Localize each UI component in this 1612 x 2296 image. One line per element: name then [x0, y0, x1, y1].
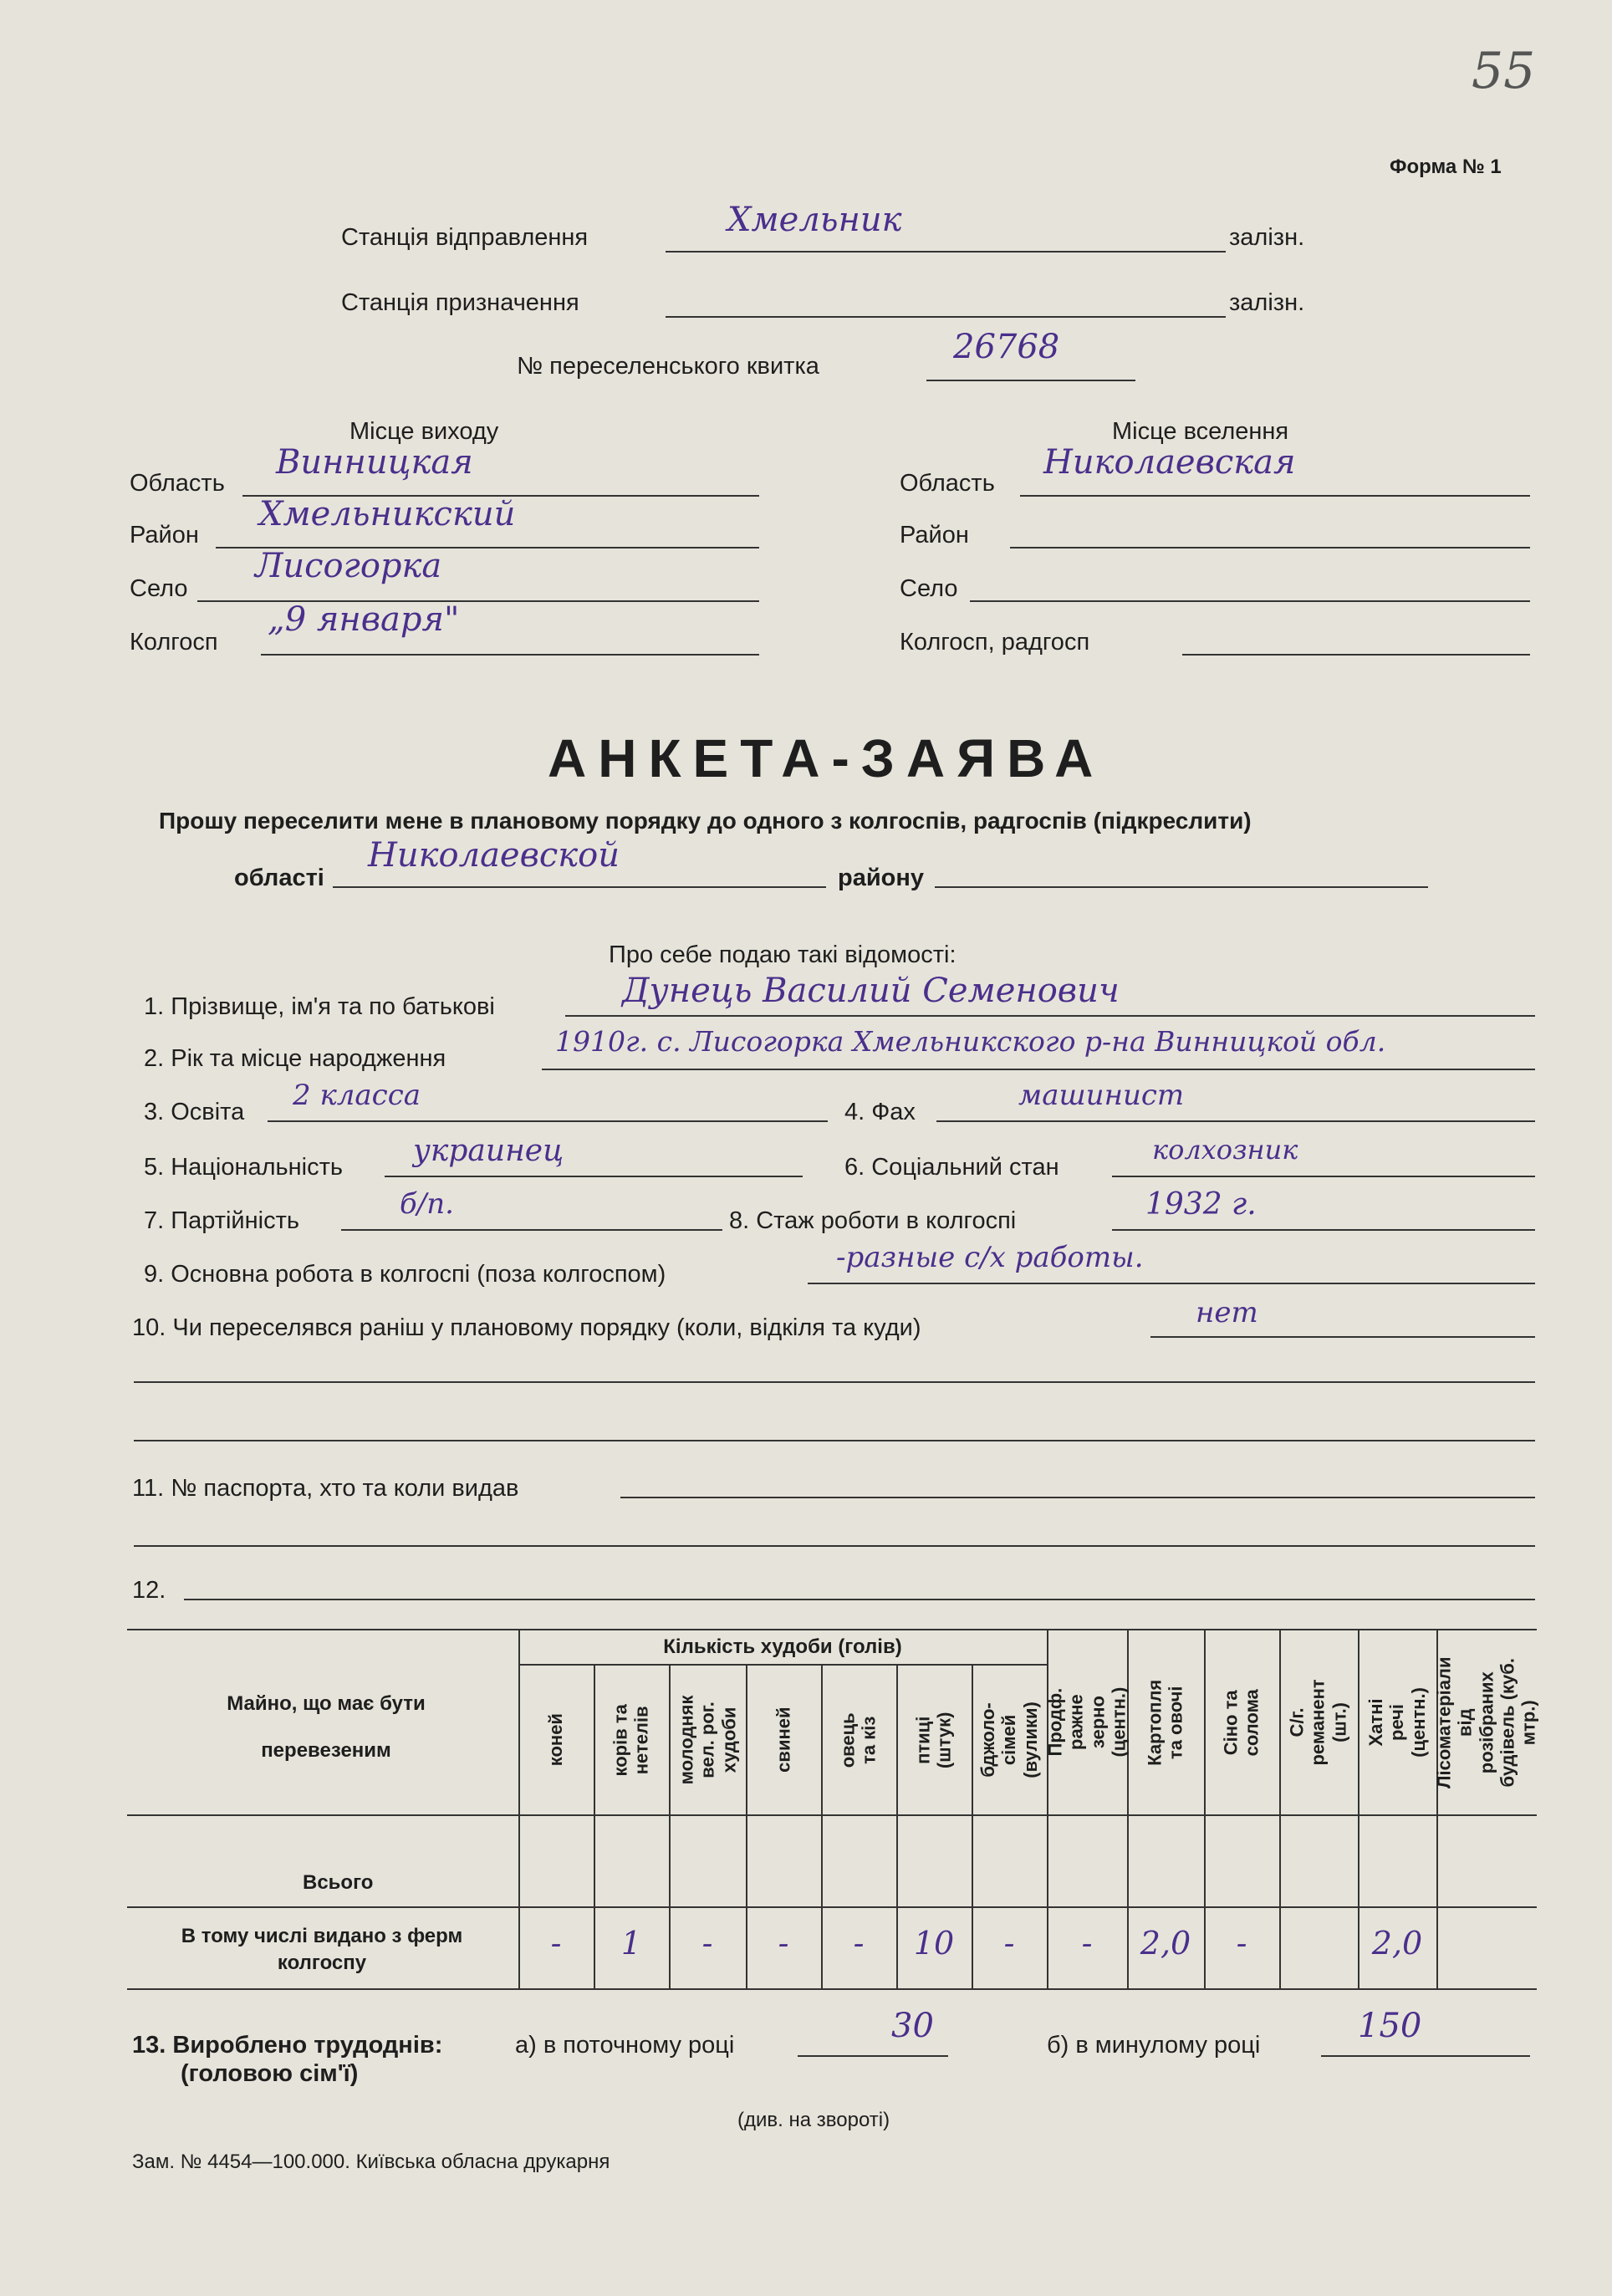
col-header-sheep: овець та кіз	[837, 1712, 880, 1768]
field-5-label: 5. Національність	[144, 1154, 344, 1181]
workdays-last-line	[1321, 2055, 1530, 2057]
destination-suffix: залізн.	[1229, 289, 1305, 316]
departure-value[interactable]: Хмельник	[727, 201, 902, 239]
workdays-current-value[interactable]: 30	[891, 2007, 934, 2045]
settle-raion-label: Район	[900, 522, 969, 548]
departure-suffix: залізн.	[1229, 224, 1305, 251]
form-title: АНКЕТА-ЗАЯВА	[548, 728, 1105, 788]
field-9-line	[808, 1283, 1535, 1284]
settle-raion-line	[1010, 547, 1530, 548]
field-10-line-3	[134, 1440, 1535, 1441]
field-4-value[interactable]: машинист	[1018, 1079, 1185, 1112]
workdays-last-label: б) в минулому році	[1047, 2032, 1261, 2059]
total-row-border	[127, 1906, 1537, 1908]
field-9-label: 9. Основна робота в колгоспі (поза колгоспом)	[144, 1261, 666, 1288]
field-12-label: 12.	[132, 1577, 166, 1604]
settle-oblast-value[interactable]: Николаевская	[1043, 443, 1296, 482]
col-header-grain: Продф. ражне зерно (центн.)	[1044, 1687, 1130, 1758]
origin-raion-label: Район	[130, 522, 199, 548]
field-10-line	[1150, 1336, 1535, 1338]
field-10-value[interactable]: нет	[1196, 1296, 1258, 1329]
ticket-value[interactable]: 26768	[953, 328, 1060, 366]
field-6-value[interactable]: колхозник	[1152, 1134, 1298, 1166]
request-raion-label: району	[838, 865, 925, 891]
issued-cell-cows[interactable]: 1	[620, 1925, 642, 1962]
field-8-label: 8. Стаж роботи в колгоспі	[729, 1207, 1017, 1234]
issued-cell-potatoes[interactable]: 2,0	[1140, 1925, 1191, 1962]
field-8-line	[1112, 1229, 1535, 1231]
footer-print-info: Зам. № 4454—100.000. Київська обласна друкарня	[132, 2151, 610, 2173]
col-header-young-cattle: молодняк вел. рог. худоби	[676, 1695, 739, 1785]
departure-label: Станція відправлення	[341, 224, 589, 251]
request-text: Прошу переселити мене в плановому порядку до одного з колгоспів, радгоспів (підкреслити)	[159, 808, 1252, 834]
issued-cell-sheep[interactable]: -	[853, 1925, 865, 1962]
col-header-pigs: свиней	[773, 1707, 794, 1773]
field-9-value[interactable]: -разные с/х работы.	[836, 1241, 1144, 1274]
field-7-label: 7. Партійність	[144, 1207, 299, 1234]
about-text: Про себе подаю такі відомості:	[609, 941, 956, 968]
field-2-value[interactable]: 1910г. с. Лисогорка Хмельникского р-на Винницкой обл.	[555, 1025, 1386, 1058]
livestock-header-border	[518, 1664, 1047, 1666]
issued-cell-horses[interactable]: -	[550, 1925, 562, 1962]
workdays-sub: (головою сім'ї)	[181, 2060, 359, 2087]
col-header-tools: С/г. реманент (шт.)	[1287, 1679, 1350, 1766]
field-11-line	[620, 1497, 1535, 1498]
col-header-timber: Лісоматеріали від розібраних будівель (куб. мтр.)	[1433, 1656, 1539, 1788]
origin-selo-label: Село	[130, 575, 188, 602]
settle-heading: Місце вселення	[1112, 418, 1289, 445]
field-7-line	[341, 1229, 722, 1231]
col-header-poultry: птиці (штук)	[912, 1712, 955, 1768]
settle-oblast-line	[1020, 495, 1530, 497]
col-header-household: Хатні речі (центн.)	[1365, 1687, 1429, 1758]
field-5-value[interactable]: украинец	[413, 1134, 564, 1168]
origin-kolhosp-label: Колгосп	[130, 629, 218, 656]
field-4-line	[936, 1120, 1535, 1122]
field-11-label: 11. № паспорта, хто та коли видав	[132, 1475, 519, 1502]
request-oblast-label: області	[234, 865, 324, 891]
field-10-label: 10. Чи переселявся раніш у плановому порядку (коли, відкіля та куди)	[132, 1314, 921, 1341]
settle-oblast-label: Область	[900, 470, 995, 497]
col-header-potatoes: Картопля та овочі	[1144, 1679, 1187, 1766]
field-3-line	[268, 1120, 828, 1122]
field-3-label: 3. Освіта	[144, 1099, 245, 1125]
livestock-header: Кількість худоби (голів)	[663, 1635, 902, 1658]
form-number: Форма № 1	[1390, 156, 1502, 178]
property-header: Майно, що має бути перевезеним	[227, 1692, 426, 1762]
request-oblast-line	[333, 886, 826, 888]
origin-heading: Місце виходу	[349, 418, 499, 445]
issued-row-border	[127, 1988, 1537, 1990]
field-10-line-2	[134, 1381, 1535, 1383]
issued-cell-poultry[interactable]: 10	[913, 1925, 955, 1962]
workdays-current-line	[798, 2055, 948, 2057]
settle-selo-label: Село	[900, 575, 958, 602]
issued-row-label: В тому числі видано з ферм колгоспу	[181, 1925, 463, 1974]
settle-kolhosp-line	[1182, 654, 1530, 656]
col-header-hay: Сіно та солома	[1220, 1688, 1263, 1757]
issued-cell-grain[interactable]: -	[1081, 1925, 1093, 1962]
field-1-value[interactable]: Дунець Василий Семенович	[622, 972, 1120, 1010]
departure-line	[666, 251, 1226, 253]
field-6-line	[1112, 1176, 1535, 1177]
header-bottom-border	[127, 1814, 1537, 1816]
destination-line	[666, 316, 1226, 318]
issued-cell-pigs[interactable]: -	[778, 1925, 789, 1962]
origin-kolhosp-line	[261, 654, 759, 656]
field-7-value[interactable]: б/п.	[400, 1187, 454, 1221]
settle-kolhosp-label: Колгосп, радгосп	[900, 629, 1090, 656]
origin-raion-value[interactable]: Хмельникский	[259, 495, 516, 533]
field-2-label: 2. Рік та місце народження	[144, 1045, 446, 1072]
col-header-beehives: бджоло-сімей (вулики)	[977, 1702, 1041, 1778]
ticket-label: № переселенського квитка	[517, 353, 819, 380]
field-2-line	[542, 1069, 1535, 1070]
workdays-last-value[interactable]: 150	[1358, 2007, 1422, 2045]
origin-kolhosp-value[interactable]: „9 января"	[268, 600, 460, 639]
request-raion-line	[935, 886, 1428, 888]
issued-cell-household[interactable]: 2,0	[1371, 1925, 1423, 1962]
field-8-value[interactable]: 1932 г.	[1145, 1187, 1257, 1222]
field-12-line	[184, 1599, 1535, 1600]
field-4-label: 4. Фах	[844, 1099, 916, 1125]
request-oblast-value[interactable]: Николаевской	[368, 836, 620, 875]
field-3-value[interactable]: 2 класса	[293, 1079, 421, 1112]
origin-oblast-value[interactable]: Винницкая	[276, 443, 473, 482]
origin-selo-value[interactable]: Лисогорка	[255, 547, 442, 585]
field-11-line-2	[134, 1545, 1535, 1547]
col-header-horses: коней	[545, 1713, 567, 1767]
issued-cell-hay[interactable]: -	[1236, 1925, 1247, 1962]
table-top-border	[127, 1629, 1537, 1630]
ticket-line	[926, 380, 1135, 381]
issued-cell-young-cattle[interactable]: -	[701, 1925, 713, 1962]
field-5-line	[385, 1176, 803, 1177]
field-1-line	[565, 1015, 1535, 1017]
field-6-label: 6. Соціальний стан	[844, 1154, 1059, 1181]
origin-oblast-label: Область	[130, 470, 225, 497]
workdays-label: 13. Вироблено трудоднів:	[132, 2032, 443, 2059]
workdays-current-label: а) в поточному році	[515, 2032, 735, 2059]
field-1-label: 1. Прізвище, ім'я та по батькові	[144, 993, 495, 1020]
destination-label: Станція призначення	[341, 289, 579, 316]
reverse-note: (див. на звороті)	[737, 2109, 890, 2131]
issued-cell-beehives[interactable]: -	[1003, 1925, 1015, 1962]
archive-number: 55	[1472, 42, 1536, 100]
col-header-cows: корів та нетелів	[610, 1703, 652, 1777]
settle-selo-line	[970, 600, 1530, 602]
total-row-label: Всього	[303, 1871, 374, 1894]
